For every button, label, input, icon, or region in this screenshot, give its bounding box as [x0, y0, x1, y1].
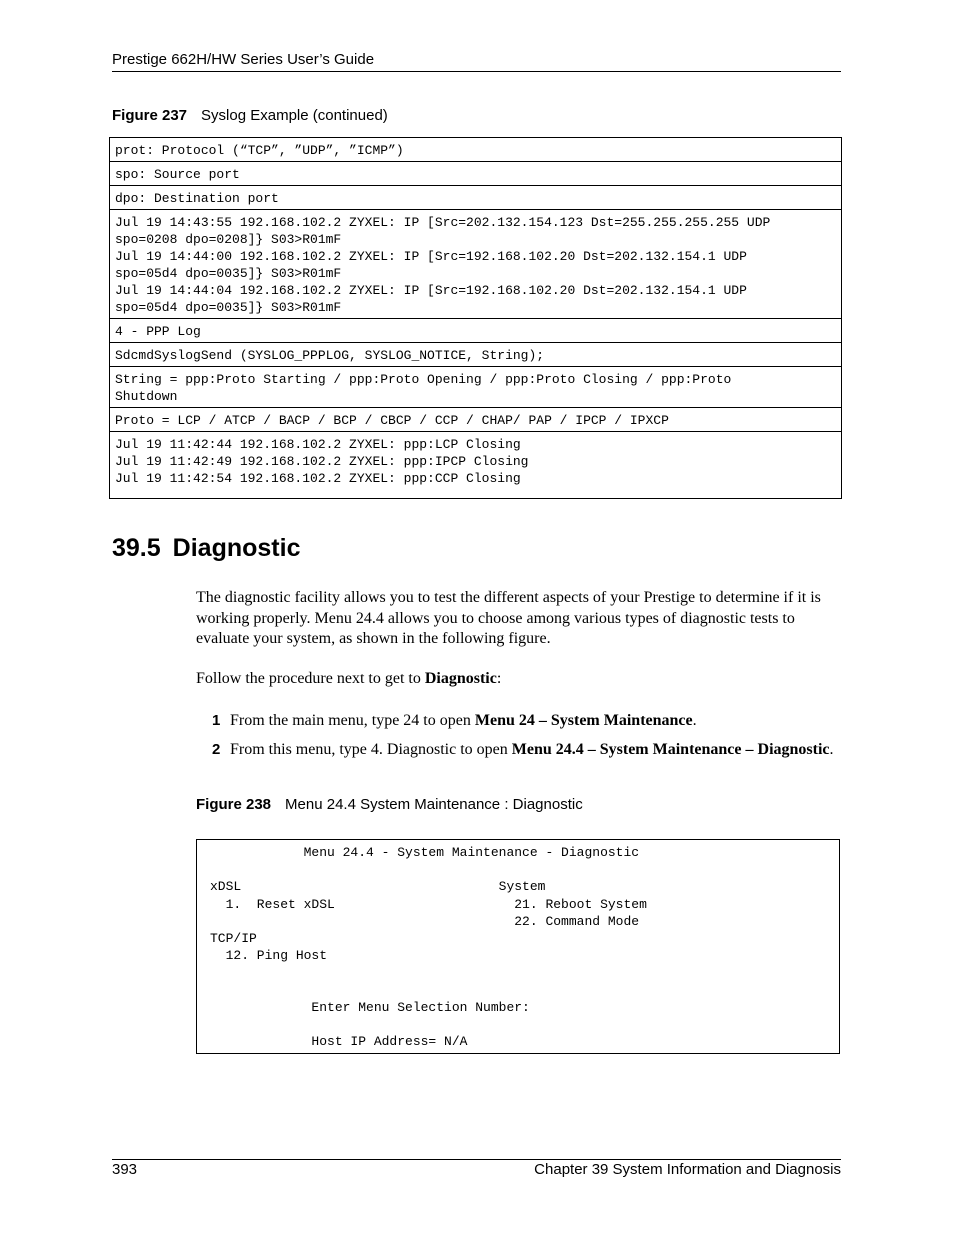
chapter-title: Chapter 39 System Information and Diagnosis: [534, 1161, 841, 1178]
syslog-row: Jul 19 14:43:55 192.168.102.2 ZYXEL: IP [Src=202.132.154.123 Dst=255.255.255.255 UDP spo=0208 dpo=0208]} S03>R01mF Jul 19 14:44:00 192.168.102.2 ZYXEL: IP [Src=192.168.102.20 Dst=202.132.154.1 UDP spo=05d4 dpo=0035]} S03>R01mF Jul 19 14:44:04 192.168.102.2 ZYXEL: IP [Src=192.168.102.20 Dst=202.132.154.1 UDP spo=05d4 dpo=0035]} S03>R01mF: [110, 210, 841, 319]
figure-237-label: Figure 237: [112, 107, 188, 124]
procedure-intro-text: Follow the procedure next to get to: [196, 670, 425, 687]
syslog-row: Jul 19 11:42:44 192.168.102.2 ZYXEL: ppp:LCP Closing Jul 19 11:42:49 192.168.102.2 ZYXEL: ppp:IPCP Closing Jul 19 11:42:54 192.168.102.2 ZYXEL: ppp:CCP Closing: [110, 432, 841, 490]
syslog-row: spo: Source port: [110, 162, 841, 186]
step-text-bold: Menu 24.4 – System Maintenance – Diagnostic: [511, 741, 830, 758]
step-number: 1: [212, 712, 221, 729]
step-text-plain: From this menu, type 4. Diagnostic to open: [230, 741, 512, 758]
step-number: 2: [212, 741, 221, 758]
syslog-example-table: [110, 138, 841, 489]
syslog-row: Proto = LCP / ATCP / BACP / BCP / CBCP / CCP / CHAP/ PAP / IPCP / IPXCP: [110, 408, 841, 432]
section-heading: [112, 534, 300, 563]
figure-238-title: Menu 24.4 System Maintenance : Diagnostic: [285, 796, 583, 813]
procedure-intro-paragraph: [196, 669, 841, 690]
figure-237-title: Syslog Example (continued): [201, 107, 388, 124]
syslog-row: prot: Protocol (“TCP”, ”UDP”, ”ICMP”): [115, 143, 404, 158]
step-text-suffix: .: [692, 712, 697, 729]
syslog-row: SdcmdSyslogSend (SYSLOG_PPPLOG, SYSLOG_NOTICE, String);: [110, 343, 841, 367]
figure-238-label: Figure 238: [196, 796, 272, 813]
header-rule: [112, 71, 841, 72]
step-text-plain: From the main menu, type 24 to open: [230, 712, 475, 729]
page-number: 393: [112, 1161, 138, 1178]
step-text-suffix: .: [829, 741, 834, 758]
section-intro-paragraph: The diagnostic facility allows you to test the different aspects of your Prestige to determine if it is working properly. Menu 24.4 allows you to choose among various types of diagnostic tests to evaluate your system, as shown in the following figure.: [196, 589, 821, 647]
syslog-row: 4 - PPP Log: [110, 319, 841, 343]
figure-237-caption: [112, 107, 388, 124]
running-header: Prestige 662H/HW Series User’s Guide: [112, 51, 375, 68]
diagnostic-menu-screen: [196, 839, 840, 1054]
procedure-step-1: [212, 710, 837, 731]
syslog-example-box: [109, 137, 842, 499]
step-text-bold: Menu 24 – System Maintenance: [474, 712, 693, 729]
procedure-intro-bold: Diagnostic: [424, 670, 497, 687]
procedure-intro-suffix: :: [496, 670, 502, 687]
syslog-row: String = ppp:Proto Starting / ppp:Proto Opening / ppp:Proto Closing / ppp:Proto Shutdown: [110, 367, 841, 408]
section-number: 39.5: [112, 534, 161, 562]
step-text: [230, 710, 837, 731]
section-title: Diagnostic: [172, 534, 301, 562]
figure-238-caption: [196, 796, 583, 813]
procedure-step-2: [212, 739, 837, 760]
step-text: [230, 739, 837, 760]
footer-rule: [112, 1159, 841, 1160]
diagnostic-menu-text: Menu 24.4 - System Maintenance - Diagnostic xDSL System 1. Reset xDSL 21. Reboot System 22. Command Mode TCP/IP 12. Ping Host Enter Menu Selection Number: Host IP Address= N/A: [210, 845, 647, 1050]
syslog-row: dpo: Destination port: [110, 186, 841, 210]
